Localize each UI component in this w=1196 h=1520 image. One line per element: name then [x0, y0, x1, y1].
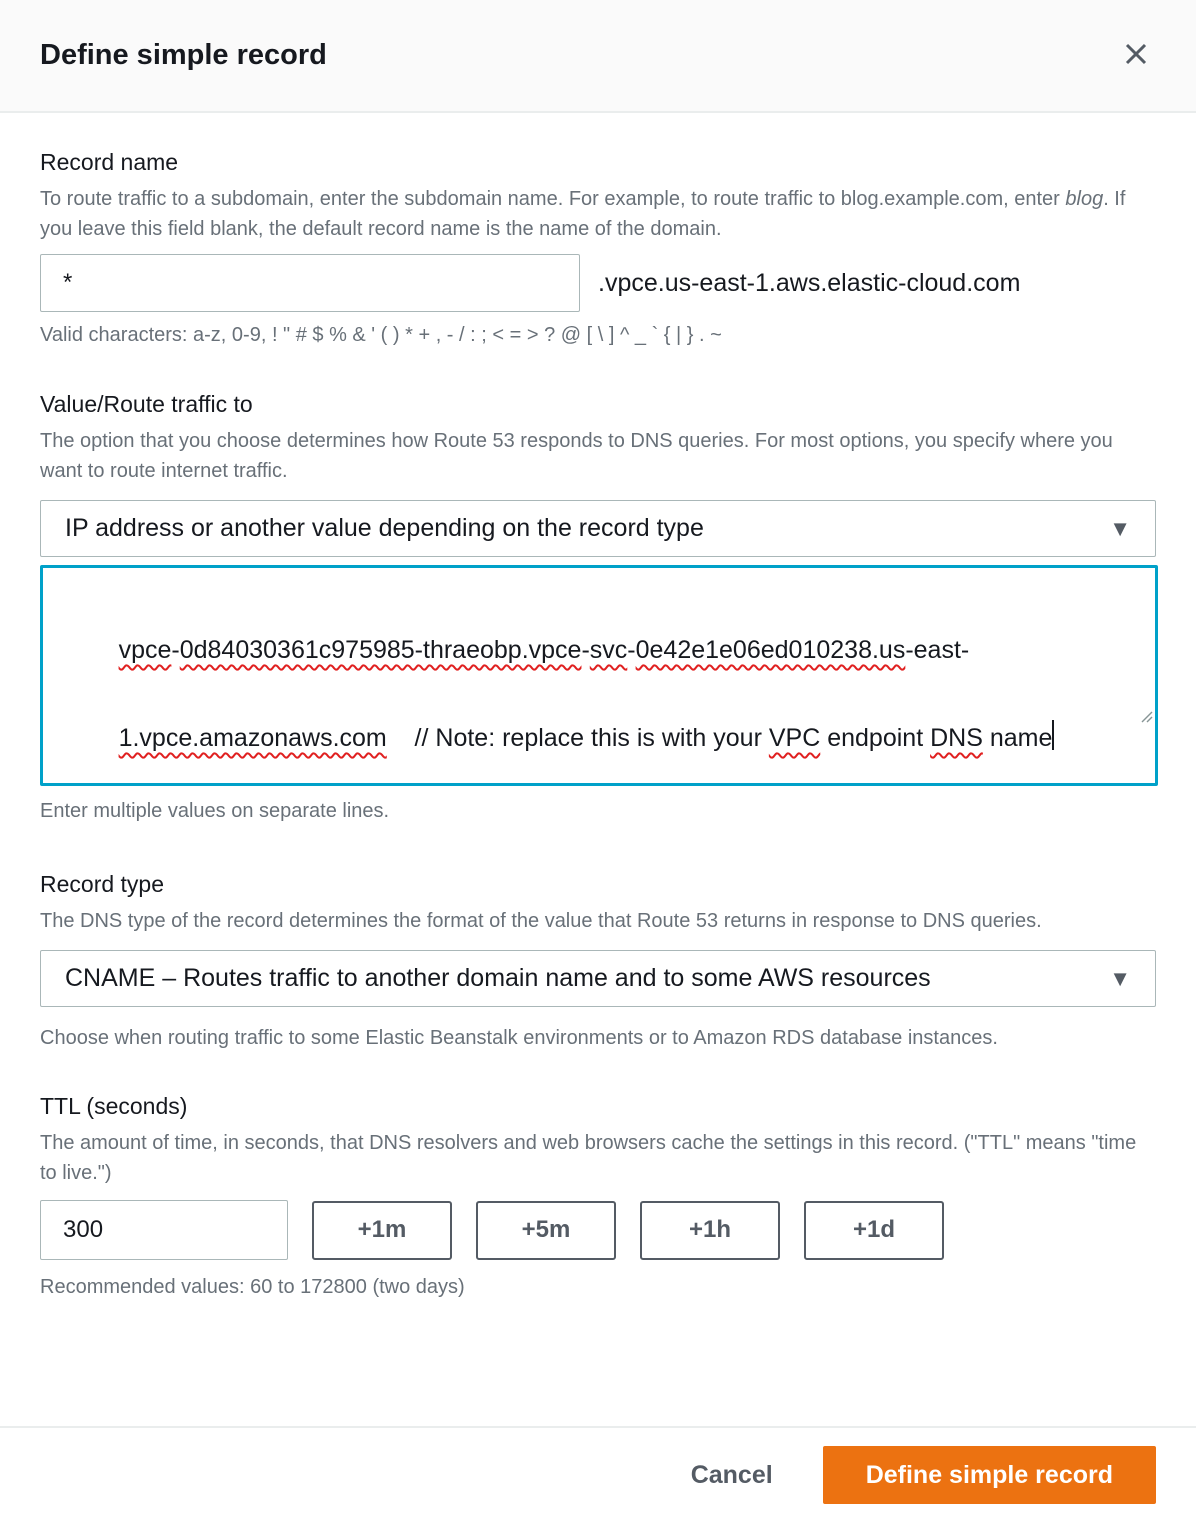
cancel-button[interactable]: Cancel — [677, 1451, 787, 1500]
route-traffic-description: The option that you choose determines how Route 53 responds to DNS queries. For most options, you specify where you want to route internet traffic. — [40, 430, 1113, 482]
modal-body — [0, 113, 1196, 1426]
value-segment: VPC — [768, 724, 821, 752]
value-segment: DNS — [930, 724, 983, 752]
record-type-choose-hint: Choose when routing traffic to some Elastic Beanstalk environments or to Amazon RDS database instances. — [40, 1027, 998, 1049]
ttl-input[interactable] — [40, 1200, 288, 1260]
close-button[interactable] — [1116, 36, 1156, 76]
text-cursor — [1052, 720, 1054, 750]
value-textarea[interactable] — [40, 565, 1158, 786]
domain-suffix: .vpce.us-east-1.aws.elastic-cloud.com — [598, 268, 1021, 297]
ttl-row — [40, 1200, 1156, 1260]
modal-header — [0, 0, 1196, 113]
record-type-heading: Record type — [40, 871, 165, 897]
value-segment: svc — [589, 636, 628, 664]
value-segment: // Note: replace this is with your — [386, 724, 769, 752]
resize-handle-icon[interactable] — [1070, 649, 1153, 781]
valid-characters-hint: Valid characters: a-z, 0-9, ! " # $ % & ' ( ) * + , - / : ; < = > ? @ [ \ ] ^ _ ` { | } . ~ — [40, 324, 722, 346]
value-segment: name — [982, 724, 1053, 752]
route-traffic-section — [40, 391, 1156, 823]
chevron-down-icon: ▼ — [1109, 965, 1131, 991]
value-segment: endpoint — [820, 724, 931, 752]
record-type-section — [40, 871, 1156, 1053]
close-icon — [1122, 40, 1150, 71]
record-name-desc-text: To route traffic to a subdomain, enter the subdomain name. For example, to route traffic to blog.example.com, enter — [40, 188, 1066, 210]
route-traffic-heading: Value/Route traffic to — [40, 391, 253, 417]
value-segment: - — [581, 636, 590, 664]
ttl-plus-1d-button[interactable]: +1d — [804, 1201, 944, 1260]
ttl-plus-1h-button[interactable]: +1h — [640, 1201, 780, 1260]
ttl-plus-1m-button[interactable]: +1m — [312, 1201, 452, 1260]
record-name-desc-text-2: . If you leave this field blank, the default record name is the name of the domain. — [40, 188, 1126, 240]
define-simple-record-button[interactable]: Define simple record — [823, 1446, 1156, 1504]
ttl-plus-5m-button[interactable]: +5m — [476, 1201, 616, 1260]
value-segment: - — [171, 636, 180, 664]
value-segment: -east- — [905, 636, 970, 664]
ttl-description: The amount of time, in seconds, that DNS resolvers and web browsers cache the settings in this record. ("TTL" means "time to live.") — [40, 1132, 1137, 1184]
record-name-input[interactable] — [40, 254, 580, 312]
record-type-selected-option: CNAME – Routes traffic to another domain name and to some AWS resources — [65, 964, 931, 992]
chevron-down-icon: ▼ — [1109, 515, 1131, 541]
multiple-values-hint: Enter multiple values on separate lines. — [40, 800, 390, 822]
modal-footer — [0, 1426, 1196, 1520]
value-segment: 0d84030361c975985-thraeobp.vpce — [179, 636, 582, 664]
record-name-row — [40, 254, 1156, 312]
route-traffic-selected-option: IP address or another value depending on the record type — [65, 514, 704, 542]
ttl-section — [40, 1093, 1156, 1299]
record-name-description — [40, 184, 1150, 244]
record-name-heading: Record name — [40, 149, 179, 175]
record-name-section — [40, 149, 1156, 347]
record-name-desc-italic: blog — [1065, 188, 1104, 210]
modal-title: Define simple record — [40, 39, 327, 71]
value-segment: vpce — [118, 636, 172, 664]
ttl-heading: TTL (seconds) — [40, 1093, 188, 1119]
record-type-description: The DNS type of the record determines the format of the value that Route 53 returns in response to DNS queries. — [40, 910, 1042, 932]
value-segment: - — [627, 636, 636, 664]
route-traffic-select[interactable] — [40, 500, 1156, 557]
value-segment: 1.vpce.amazonaws.com — [118, 724, 387, 752]
value-segment: 0e42e1e06ed010238.us — [635, 636, 906, 664]
ttl-recommended-hint: Recommended values: 60 to 172800 (two days) — [40, 1276, 465, 1298]
record-type-select[interactable] — [40, 950, 1156, 1007]
